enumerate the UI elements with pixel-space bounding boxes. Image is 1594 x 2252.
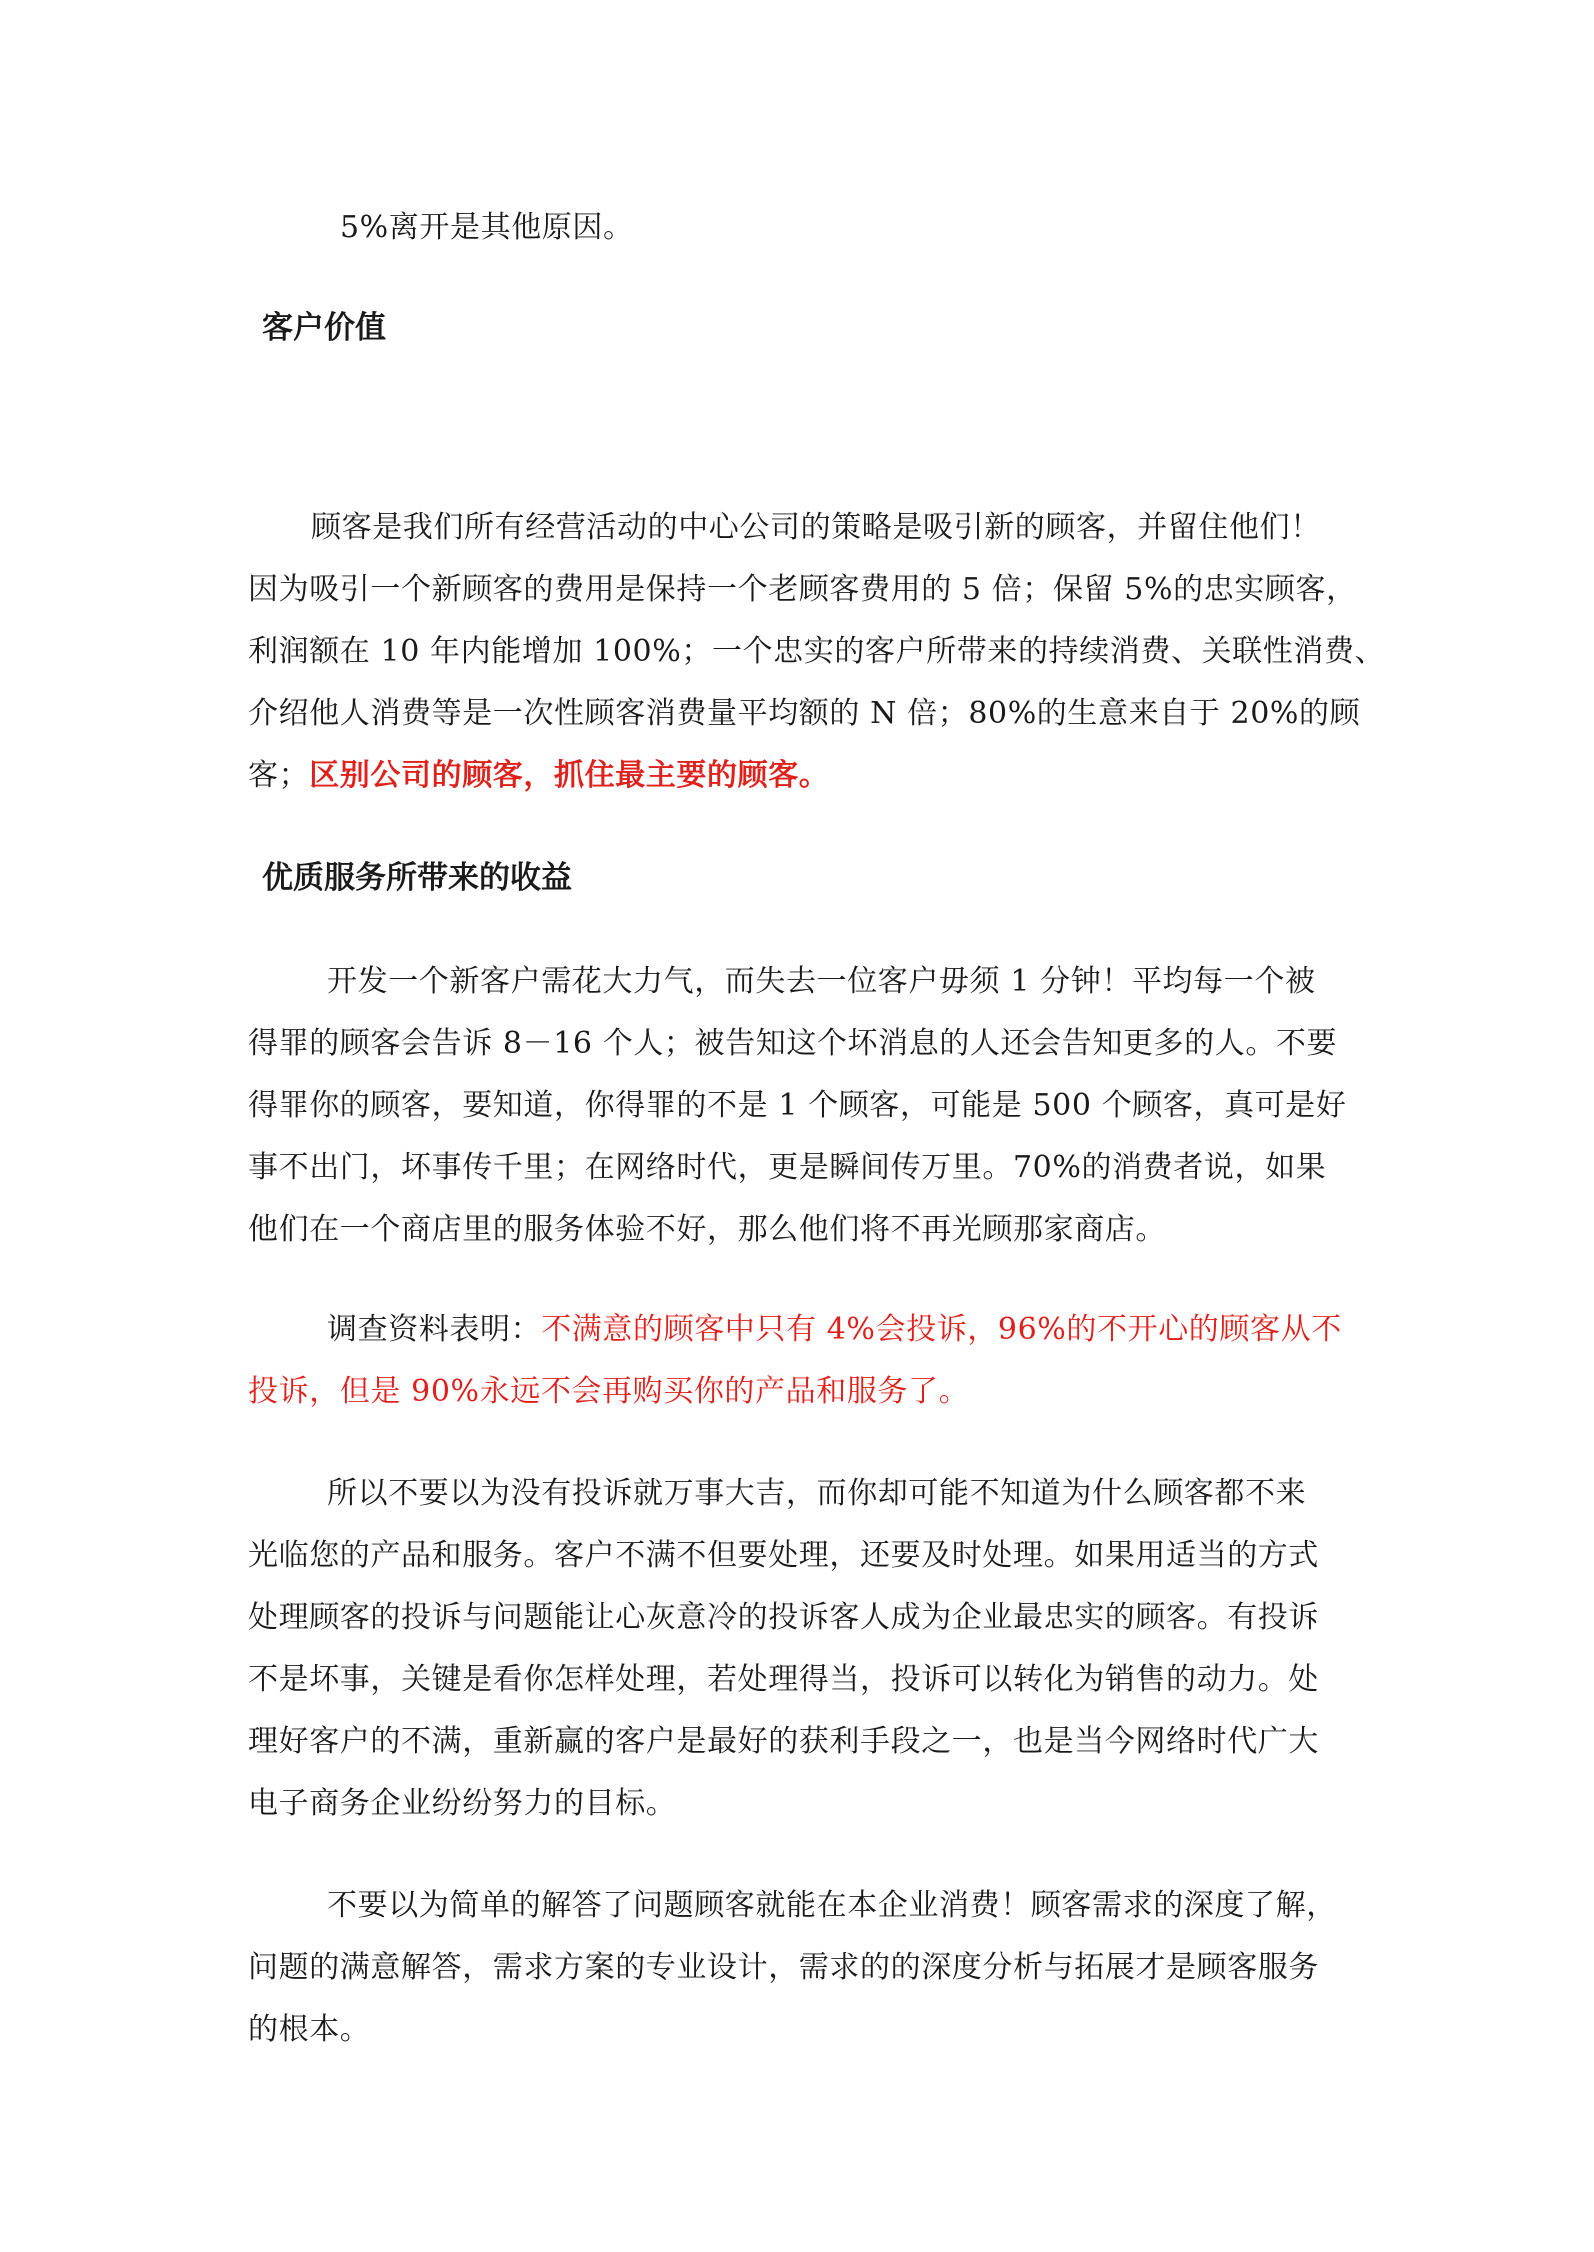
paragraph-line: 开发一个新客户需花大力气，而失去一位客户毋须 1 分钟！平均每一个被 (327, 964, 1316, 999)
paragraph-line: 电子商务企业纷纷努力的目标。 (248, 1786, 677, 1821)
paragraph-line (248, 756, 829, 796)
paragraph-line: 不是坏事，关键是看你怎样处理，若处理得当，投诉可以转化为销售的动力。处 (248, 1662, 1319, 1697)
paragraph-line: 光临您的产品和服务。客户不满不但要处理，还要及时处理。如果用适当的方式 (248, 1538, 1319, 1573)
paragraph-line-text: 客； (248, 758, 310, 793)
paragraph-line: 问题的满意解答，需求方案的专业设计，需求的的深度分析与拓展才是顾客服务 (248, 1950, 1319, 1985)
paragraph-line: 得罪你的顾客，要知道，你得罪的不是 1 个顾客，可能是 500 个顾客，真可是好 (248, 1088, 1347, 1123)
highlight-text: 区别公司的顾客，抓住最主要的顾客。 (309, 758, 830, 793)
survey-lead: 调查资料表明： (327, 1312, 542, 1347)
heading-customer-value: 客户价值 (262, 310, 386, 346)
paragraph-line: 他们在一个商店里的服务体验不好，那么他们将不再光顾那家商店。 (248, 1212, 1166, 1247)
survey-highlight: 不满意的顾客中只有 4%会投诉，96%的不开心的顾客从不 (541, 1312, 1342, 1347)
survey-highlight-line: 投诉，但是 90%永远不会再购买你的产品和服务了。 (248, 1374, 970, 1409)
paragraph-line: 不要以为简单的解答了问题顾客就能在本企业消费！顾客需求的深度了解， (327, 1888, 1337, 1923)
paragraph-line: 得罪的顾客会告诉 8－16 个人；被告知这个坏消息的人还会告知更多的人。不要 (248, 1026, 1338, 1061)
paragraph-line: 介绍他人消费等是一次性顾客消费量平均额的 N 倍；80%的生意来自于 20%的顾 (248, 696, 1361, 731)
paragraph-line: 因为吸引一个新顾客的费用是保持一个老顾客费用的 5 倍；保留 5%的忠实顾客， (248, 572, 1357, 607)
heading-service-benefits: 优质服务所带来的收益 (262, 860, 572, 896)
paragraph-line: 顾客是我们所有经营活动的中心公司的策略是吸引新的顾客，并留住他们！ (311, 510, 1321, 545)
paragraph-line: 事不出门，坏事传千里；在网络时代，更是瞬间传万里。70%的消费者说，如果 (248, 1150, 1327, 1185)
paragraph-line: 所以不要以为没有投诉就万事大吉，而你却可能不知道为什么顾客都不来 (327, 1476, 1307, 1511)
paragraph-line: 理好客户的不满，重新赢的客户是最好的获利手段之一，也是当今网络时代广大 (248, 1724, 1319, 1759)
paragraph-line: 的根本。 (248, 2012, 371, 2047)
paragraph-line: 处理顾客的投诉与问题能让心灰意冷的投诉客人成为企业最忠实的顾客。有投诉 (248, 1600, 1319, 1635)
intro-line: 5%离开是其他原因。 (340, 210, 634, 245)
paragraph-line: 利润额在 10 年内能增加 100%；一个忠实的客户所带来的持续消费、关联性消费、 (248, 634, 1386, 669)
paragraph-line (327, 1310, 1342, 1350)
